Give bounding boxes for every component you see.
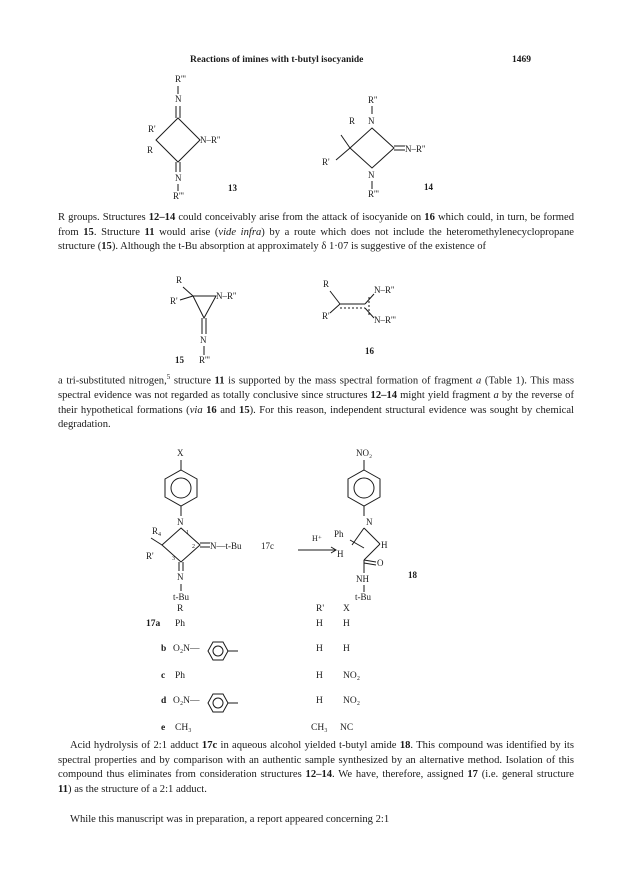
s13-n-r: N–R'' <box>200 135 221 145</box>
s14-r-prime: R' <box>322 157 330 167</box>
no2-label: NO₂ <box>356 448 373 458</box>
row-x: H <box>343 644 350 654</box>
row-label: e <box>161 723 166 733</box>
n1-label: N <box>177 517 184 527</box>
n-bottom-label: N <box>177 572 184 582</box>
row-label: 17a <box>146 619 161 629</box>
s14-r: R <box>349 116 356 126</box>
benzene-ring-inner <box>213 698 223 708</box>
row-r: CH₃ <box>175 723 192 733</box>
x-label: X <box>177 448 184 458</box>
r4-label: $R_4$ <box>152 526 162 538</box>
row-label: c <box>161 671 166 681</box>
table-header-r-prime: R' <box>316 604 325 614</box>
ph-label: Ph <box>334 529 344 539</box>
s16-n-r2: N–R''' <box>374 315 396 325</box>
reactant-label: 17c <box>261 541 274 551</box>
n-right-label: N <box>366 517 373 527</box>
tbu-right-label: t-Bu <box>355 592 372 602</box>
row-x: NO₂ <box>343 696 361 706</box>
table-header-x: X <box>343 604 350 614</box>
ring-number-1: 1 <box>186 530 189 536</box>
scheme-17-to-18 <box>146 448 418 602</box>
structure-13 <box>147 74 238 201</box>
row-x: H <box>343 619 350 629</box>
reagent-label: H⁺ <box>312 534 322 543</box>
paragraph-3: Acid hydrolysis of 2:1 adduct 17c in aqueous alcohol yielded t-butyl amide 18. This compound was identified by its spectral properties and by comparison with an authentic sample synthesized by an alternative method. Isolation of this compound thus eliminates from consideration structures 12–14. We have, therefore, assigned 17 (i.e. general structure 11) as the structure of a 2:1 adduct. <box>58 740 574 795</box>
s14-n-r: N–R'' <box>405 144 426 154</box>
s16-r: R <box>323 279 330 289</box>
s15-number: 15 <box>175 355 184 365</box>
row-label: b <box>161 644 167 654</box>
s13-r-bottom: R''' <box>173 191 184 201</box>
s13-number: 13 <box>228 183 237 193</box>
row-r: Ph <box>175 619 186 629</box>
h-right-label: H <box>381 540 388 550</box>
running-header-title: Reactions of imines with t-butyl isocyanide <box>190 55 364 65</box>
benzene-ring-inner <box>213 646 223 656</box>
s13-r-prime: R' <box>148 124 156 134</box>
paragraph-2: a tri-substituted nitrogen,$^5$ structure 11 is supported by the mass spectral formation of fragment a (Table 1). This mass spectral evidence was not regarded as totally conclusive since structures 12–14 might yield fragment a by the reverse of their hypothetical formations (via 16 and 15). For this reason, independent structural evidence was sought by chemical degradation. <box>58 373 575 431</box>
product-number: 18 <box>408 570 417 580</box>
row-r-prime: H <box>316 619 323 629</box>
nh-label: NH <box>356 574 369 584</box>
structure-14 <box>322 95 434 199</box>
ring-number-2: 2 <box>192 544 195 550</box>
s13-r: R <box>147 145 154 155</box>
page-number: 1469 <box>512 55 531 65</box>
s16-r-prime: R' <box>322 311 330 321</box>
r-prime-label: R' <box>146 551 154 561</box>
row-x: NC <box>340 723 354 733</box>
s13-r-top: R''' <box>175 74 186 84</box>
s13-n-top: N <box>175 94 182 104</box>
row-r-prime: H <box>316 696 323 706</box>
row-x: NO₂ <box>343 671 361 681</box>
substituent-table <box>146 604 360 733</box>
table-header-r: R <box>177 604 184 614</box>
row-r: O₂N— <box>173 696 200 706</box>
row-label: d <box>161 696 167 706</box>
s16-number: 16 <box>365 346 374 356</box>
s15-n-r: N–R'' <box>216 291 237 301</box>
n-tbu-label: N—t-Bu <box>210 541 242 551</box>
s15-r-bottom: R''' <box>199 355 210 365</box>
s15-r: R <box>176 275 183 285</box>
s13-n-bottom: N <box>175 173 182 183</box>
row-r-prime: CH₃ <box>311 723 328 733</box>
structure-15 <box>170 275 237 365</box>
row-r: O₂N— <box>173 644 200 654</box>
o-label: O <box>377 558 384 568</box>
s15-r-prime: R' <box>170 296 178 306</box>
benzene-ring-icon <box>208 642 228 660</box>
benzene-ring-icon <box>208 694 228 712</box>
s14-n-bottom: N <box>368 170 375 180</box>
structure-16 <box>322 279 396 356</box>
s14-r-bottom: R''' <box>368 189 379 199</box>
s16-n-r1: N–R'' <box>374 285 395 295</box>
h-left-label: H <box>337 549 344 559</box>
paragraph-4: While this manuscript was in preparation, a report appeared concerning 2:1 <box>70 814 390 825</box>
paragraph-1: R groups. Structures 12–14 could conceivably arise from the attack of isocyanide on 16 which could, in turn, be formed from 15. Structure 11 would arise (vide infra) by a route which does not include the heteromethylenecyclopropane structure (15). Although the t-Bu absorption at approximately δ 1·07 is suggestive of the existence of <box>58 212 575 253</box>
s15-n: N <box>200 335 207 345</box>
row-r-prime: H <box>316 644 323 654</box>
s14-number: 14 <box>424 182 433 192</box>
tbu-bottom-label: t-Bu <box>173 592 190 602</box>
row-r-prime: H <box>316 671 323 681</box>
ring-number-3: 3 <box>172 556 175 562</box>
s14-n1: N <box>368 116 375 126</box>
row-r: Ph <box>175 671 186 681</box>
s14-r-top: R'' <box>368 95 378 105</box>
